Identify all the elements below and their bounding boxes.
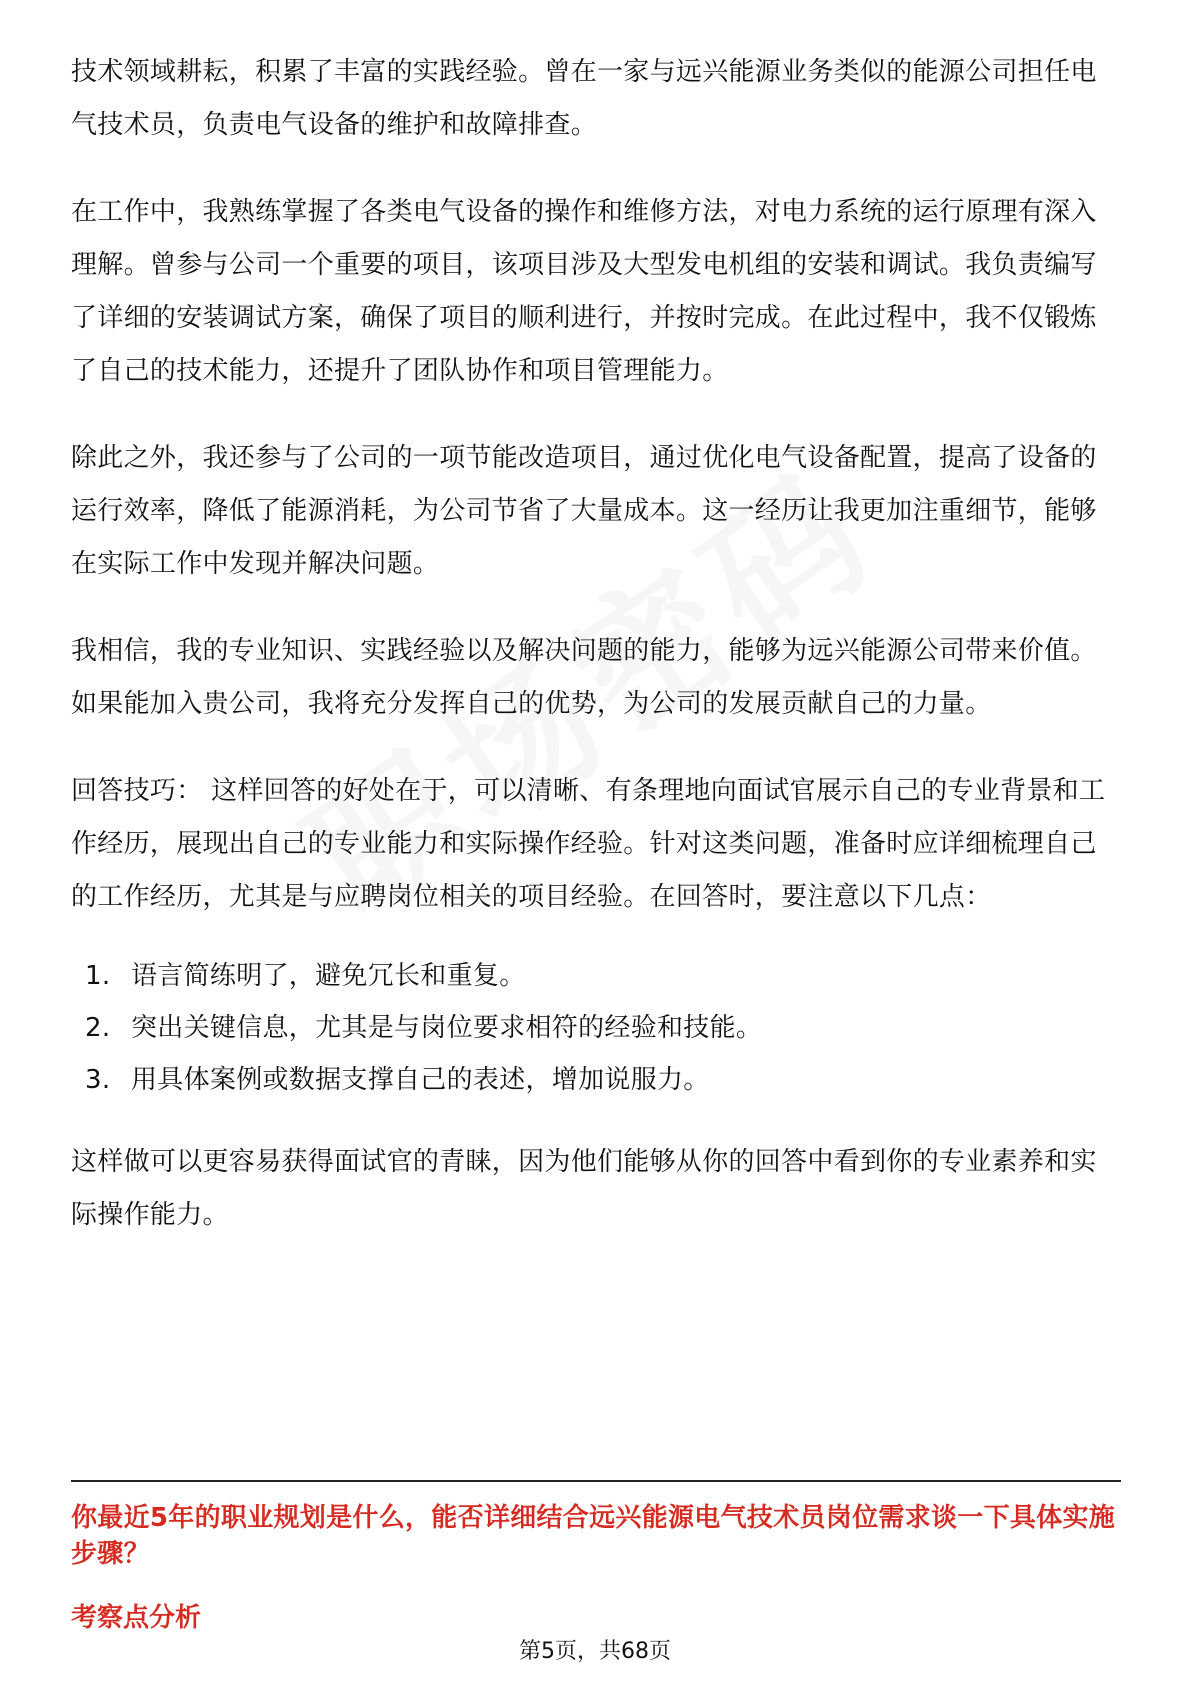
paragraph-3: 除此之外，我还参与了公司的一项节能改造项目，通过优化电气设备配置，提高了设备的运行效率，降低了能源消耗，为公司节省了大量成本。这一经历让我更加注重细节，能够在实际工作中发现并解决问题。 [71,443,1097,579]
list-text: 突出关键信息，尤其是与岗位要求相符的经验和技能。 [131,1013,763,1043]
paragraph-1: 技术领域耕耘，积累了丰富的实践经验。曾在一家与远兴能源业务类似的能源公司担任电气技术员，负责电气设备的维护和故障排查。 [71,57,1097,140]
list-number: 2. [85,1013,111,1043]
list-item [71,950,1121,1002]
body-content [71,46,1121,1276]
list-number: 1. [85,961,111,991]
section-divider [71,1480,1121,1482]
list-number: 3. [85,1065,111,1095]
answer-tip: 回答技巧： 这样回答的好处在于，可以清晰、有条理地向面试官展示自己的专业背景和工作经历，展现出自己的专业能力和实际操作经验。针对这类问题，准备时应详细梳理自己的工作经历，尤其是与应聘岗位相关的项目经验。在回答时，要注意以下几点： [71,776,1106,912]
analysis-heading: 考察点分析 [71,1603,202,1633]
page-number: 第5页，共68页 [519,1639,671,1664]
list-text: 语言简练明了，避免冗长和重复。 [131,961,526,991]
closing-paragraph: 这样做可以更容易获得面试官的青睐，因为他们能够从你的回答中看到你的专业素养和实际操作能力。 [71,1147,1097,1230]
paragraph-4: 我相信，我的专业知识、实践经验以及解决问题的能力，能够为远兴能源公司带来价值。如果能加入贵公司，我将充分发挥自己的优势，为公司的发展贡献自己的力量。 [71,636,1097,719]
paragraph-2: 在工作中，我熟练掌握了各类电气设备的操作和维修方法，对电力系统的运行原理有深入理解。曾参与公司一个重要的项目，该项目涉及大型发电机组的安装和调试。我负责编写了详细的安装调试方案，确保了项目的顺利进行，并按时完成。在此过程中，我不仅锻炼了自己的技术能力，还提升了团队协作和项目管理能力。 [71,197,1097,386]
list-text: 用具体案例或数据支撑自己的表述，增加说服力。 [131,1065,710,1095]
tip-list [71,950,1121,1106]
list-item [71,1054,1121,1106]
list-item [71,1002,1121,1054]
interview-question: 你最近5年的职业规划是什么，能否详细结合远兴能源电气技术员岗位需求谈一下具体实施步骤？ [71,1503,1116,1569]
